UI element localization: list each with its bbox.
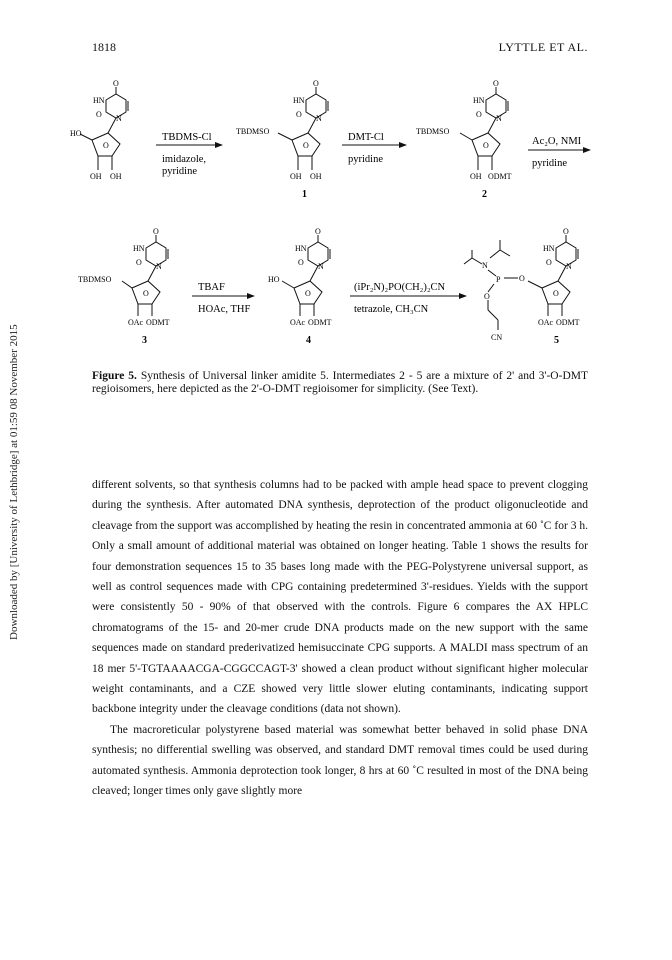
atom-o: O — [113, 79, 119, 88]
synthesis-scheme — [70, 78, 600, 363]
atom-odmt: ODMT — [488, 172, 512, 181]
reagent-text: tetrazole, CH₃CN — [354, 304, 429, 315]
atom-oac: OAc — [128, 318, 144, 327]
atom-ho: HO — [268, 275, 280, 284]
figure-caption — [92, 370, 588, 396]
reagent-text: pyridine — [348, 154, 383, 165]
atom-o: O — [563, 227, 569, 236]
atom-odmt: ODMT — [556, 318, 580, 327]
atom-o: O — [296, 110, 302, 119]
atom-n: N — [318, 262, 324, 271]
download-watermark: Downloaded by [University of Lethbridge] at 01:59 08 November 2015 — [8, 324, 20, 640]
body-text — [92, 475, 588, 802]
atom-hn: HN — [295, 244, 307, 253]
atom-o: O — [143, 289, 149, 298]
reagent-text: HOAc, THF — [198, 304, 251, 315]
reagent-text: TBAF — [198, 282, 225, 293]
atom-n: N — [116, 114, 122, 123]
figure-label: Figure 5. — [92, 370, 137, 382]
atom-odmt: ODMT — [308, 318, 332, 327]
atom-o: O — [313, 79, 319, 88]
structure-compound-3 — [122, 235, 168, 316]
atom-o: O — [493, 79, 499, 88]
atom-n: N — [482, 261, 488, 270]
atom-hn: HN — [293, 96, 305, 105]
atom-tbdmso: TBDMSO — [236, 127, 270, 136]
compound-number: 2 — [482, 189, 487, 200]
atom-o: O — [305, 289, 311, 298]
atom-oh: OH — [310, 172, 322, 181]
atom-o: O — [103, 141, 109, 150]
atom-o: O — [476, 110, 482, 119]
atom-o: O — [315, 227, 321, 236]
paragraph: different solvents, so that synthesis columns had to be packed with ample head space to prevent clogging during the synthesis. After automated DNA synthesis, deprotection of the product oligonucleotide and cleavage from the support was accomplished by heating the resin in concentrated ammonia at 60 ˚C for 3 h. Only a small amount of additional material was obtained on longer heating. Table 1 shows the results for four demonstration sequences 15 to 35 bases long made with the PEG-Polystyrene universal support, as well as control sequences made with CPG containing predetermined 3'-residues. Yields with the support were consistently 50 - 90% of that observed with the controls. Figure 6 compares the AX HPLC chromatograms of the 15- and 20-mer crude DNA products made on the new support with the same sequences made on standard prederivatized hemisuccinate CPG supports. A MALDI mass spectrum of an 18 mer 5'-TGTAAAACGA-CGGCCAGT-3' showed a clean product without significant higher molecular weight contaminants, and a CZE showed very little slower eluting contaminants, indicating support backbone integrity under the cleavage conditions (data not shown). — [92, 479, 588, 716]
atom-cn: CN — [491, 333, 503, 342]
reagent-text: imidazole, — [162, 154, 207, 165]
page-number: 1818 — [92, 40, 116, 54]
atom-o: O — [546, 258, 552, 267]
reagent-text: (iPr₂N)₂PO(CH₂)₂CN — [354, 282, 446, 293]
atom-o: O — [298, 258, 304, 267]
atom-n: N — [496, 114, 502, 123]
atom-o: O — [553, 289, 559, 298]
compound-number: 4 — [306, 335, 311, 346]
atom-n: N — [316, 114, 322, 123]
atom-tbdmso: TBDMSO — [416, 127, 450, 136]
atom-p: P — [496, 275, 501, 284]
atom-tbdmso: TBDMSO — [78, 275, 112, 284]
atom-oac: OAc — [290, 318, 306, 327]
reagent-text: pyridine — [532, 158, 567, 169]
reagent-text: DMT-Cl — [348, 132, 384, 143]
atom-n: N — [156, 262, 162, 271]
atom-o: O — [484, 292, 490, 301]
atom-o: O — [483, 141, 489, 150]
atom-hn: HN — [473, 96, 485, 105]
atom-o: O — [96, 110, 102, 119]
figure-caption-text: Synthesis of Universal linker amidite 5. Intermediates 2 - 5 are a mixture of 2' and 3'-O-DMT regioisomers, here depicted as the 2'-O-DMT regioisomer for simplicity. (See Text). — [92, 370, 588, 395]
atom-n: N — [566, 262, 572, 271]
reagent-text: pyridine — [162, 166, 197, 177]
atom-o: O — [153, 227, 159, 236]
atom-o: O — [136, 258, 142, 267]
atom-odmt: ODMT — [146, 318, 170, 327]
compound-number: 3 — [142, 335, 147, 346]
compound-number: 5 — [554, 335, 559, 346]
reagent-text: TBDMS-Cl — [162, 132, 212, 143]
atom-oac: OAc — [538, 318, 554, 327]
paragraph: The macroreticular polystyrene based material was somewhat better behaved in solid phase DNA synthesis; no differential swelling was observed, and standard DMT removal times could be used during automated synthesis. Ammonia deprotection took longer, 8 hrs at 60 ˚C resulted in most of the DNA being cleaved; longer times only gave slightly more — [92, 723, 588, 798]
atom-oh: OH — [470, 172, 482, 181]
atom-oh: OH — [290, 172, 302, 181]
atom-o: O — [303, 141, 309, 150]
compound-number: 1 — [302, 189, 307, 200]
atom-o: O — [519, 274, 525, 283]
atom-oh: OH — [110, 172, 122, 181]
atom-hn: HN — [543, 244, 555, 253]
atom-hn: HN — [93, 96, 105, 105]
atom-ho: HO — [70, 129, 82, 138]
atom-oh: OH — [90, 172, 102, 181]
atom-hn: HN — [133, 244, 145, 253]
running-head: LYTTLE ET AL. — [498, 40, 588, 54]
reagent-text: Ac₂O, NMI — [532, 136, 582, 147]
